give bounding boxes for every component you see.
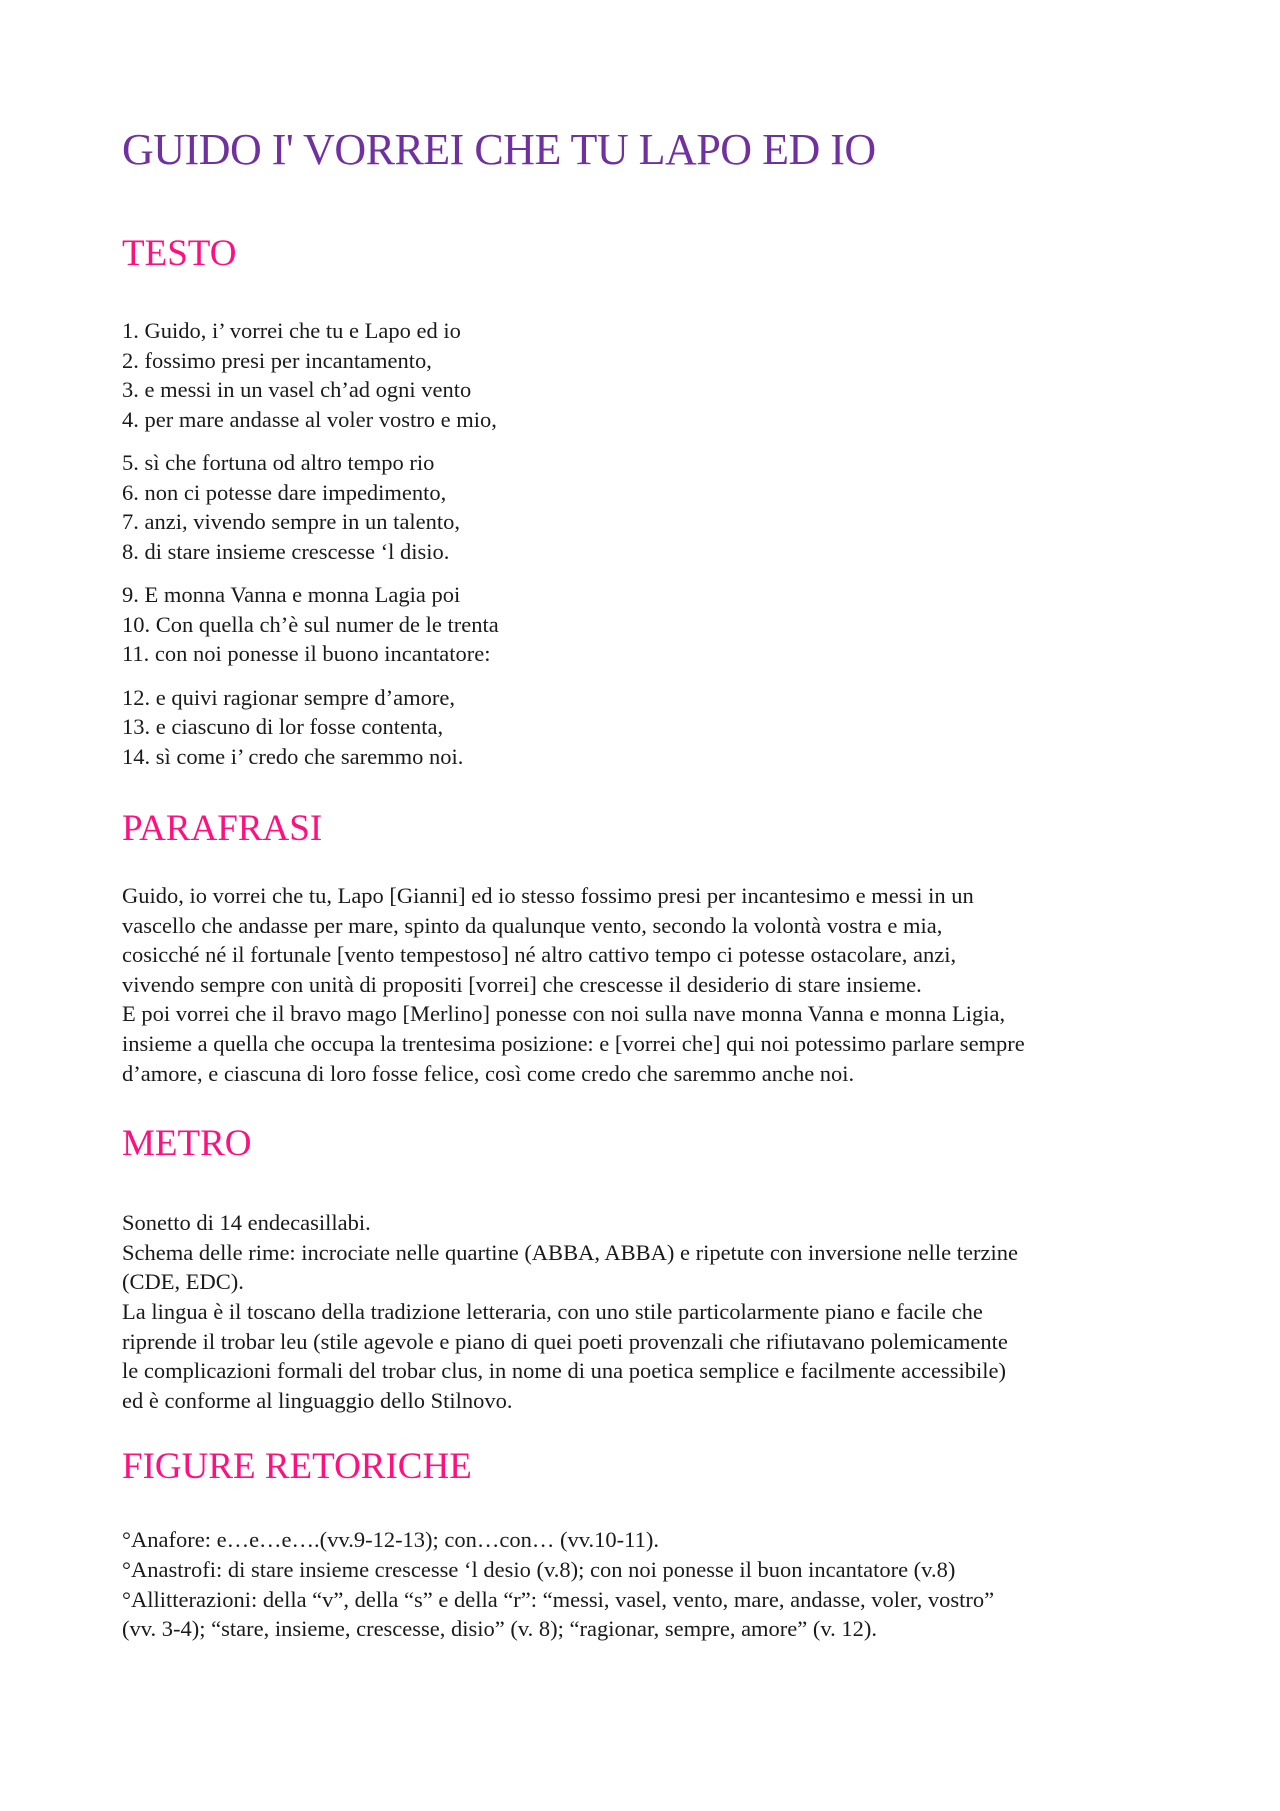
section-heading-metro: METRO — [122, 1123, 252, 1165]
text-line: °Anastrofi: di stare insieme crescesse ‘l desio (v.8); con noi ponesse il buon incantatore (v.8) — [122, 1556, 956, 1582]
text-line: riprende il trobar leu (stile agevole e piano di quei poeti provenzali che rifiutavano polemicamente — [122, 1328, 1008, 1354]
text-line: E poi vorrei che il bravo mago [Merlino] ponesse con noi sulla nave monna Vanna e monna Ligia, — [122, 1001, 1006, 1027]
poem-verse: 6. non ci potesse dare impedimento, — [122, 479, 447, 505]
parafrasi-paragraph — [122, 881, 1172, 1088]
poem-verse: 8. di stare insieme crescesse ‘l disio. — [122, 538, 450, 564]
poem-verse: 11. con noi ponesse il buono incantatore: — [122, 641, 491, 666]
text-line: ed è conforme al linguaggio dello Stilnovo. — [122, 1387, 513, 1413]
text-line: Schema delle rime: incrociate nelle quartine (ABBA, ABBA) e ripetute con inversione nelle terzine — [122, 1239, 1018, 1265]
poem-verse: 14. sì come i’ credo che saremmo noi. — [122, 743, 464, 769]
document-content — [122, 120, 1172, 1644]
poem-verse: 10. Con quella ch’è sul numer de le trenta — [122, 611, 499, 637]
poem-verse: 12. e quivi ragionar sempre d’amore, — [122, 684, 456, 710]
poem-verse: 9. E monna Vanna e monna Lagia poi — [122, 582, 461, 607]
text-line: La lingua è il toscano della tradizione letteraria, con uno stile particolarmente piano e facile che — [122, 1298, 983, 1324]
poem-verse: 2. fossimo presi per incantamento, — [122, 347, 432, 373]
poem-text — [122, 316, 1172, 771]
text-line: °Anafore: e…e…e….(vv.9-12-13); con…con… (vv.10-11). — [122, 1527, 659, 1553]
stanza-1 — [122, 316, 1172, 434]
poem-verse: 1. Guido, i’ vorrei che tu e Lapo ed io — [122, 318, 461, 343]
text-line: °Allitterazioni: della “v”, della “s” e della “r”: “messi, vasel, vento, mare, andasse, voler, vostro” — [122, 1586, 995, 1612]
text-line: Sonetto di 14 endecasillabi. — [122, 1210, 371, 1236]
poem-verse: 5. sì che fortuna od altro tempo rio — [122, 450, 435, 475]
metro-paragraph — [122, 1208, 1172, 1415]
text-line: Guido, io vorrei che tu, Lapo [Gianni] ed io stesso fossimo presi per incantesimo e messi in un — [122, 883, 974, 908]
text-line: d’amore, e ciascuna di loro fosse felice, così come credo che saremmo anche noi. — [122, 1060, 855, 1086]
figure-retoriche-paragraph — [122, 1525, 1172, 1643]
text-line: (vv. 3-4); “stare, insieme, crescesse, disio” (v. 8); “ragionar, sempre, amore” (v. 12). — [122, 1616, 878, 1642]
stanza-4 — [122, 683, 1172, 772]
section-heading-parafrasi: PARAFRASI — [122, 808, 323, 849]
text-line: (CDE, EDC). — [122, 1269, 244, 1295]
poem-verse: 3. e messi in un vasel ch’ad ogni vento — [122, 377, 472, 402]
poem-verse: 4. per mare andasse al voler vostro e mio, — [122, 406, 497, 432]
text-line: cosicché né il fortunale [vento tempestoso] né altro cattivo tempo ci potesse ostacolare, anzi, — [122, 942, 957, 968]
document-title: GUIDO I' VORREI CHE TU LAPO ED IO — [122, 125, 876, 174]
poem-verse: 7. anzi, vivendo sempre in un talento, — [122, 509, 461, 534]
stanza-2 — [122, 448, 1172, 566]
text-line: le complicazioni formali del trobar clus, in nome di una poetica semplice e facilmente accessibile) — [122, 1358, 1007, 1384]
text-line: insieme a quella che occupa la trentesima posizione: e [vorrei che] qui noi potessimo parlare sempre — [122, 1030, 1025, 1056]
text-line: vascello che andasse per mare, spinto da qualunque vento, secondo la volontà vostra e mia, — [122, 912, 943, 938]
stanza-3 — [122, 580, 1172, 669]
section-heading-figure-retoriche: FIGURE RETORICHE — [122, 1446, 472, 1488]
section-heading-testo: TESTO — [122, 233, 237, 274]
poem-verse: 13. e ciascuno di lor fosse contenta, — [122, 714, 444, 739]
text-line: vivendo sempre con unità di propositi [vorrei] che crescesse il desiderio di stare insieme. — [122, 971, 922, 997]
